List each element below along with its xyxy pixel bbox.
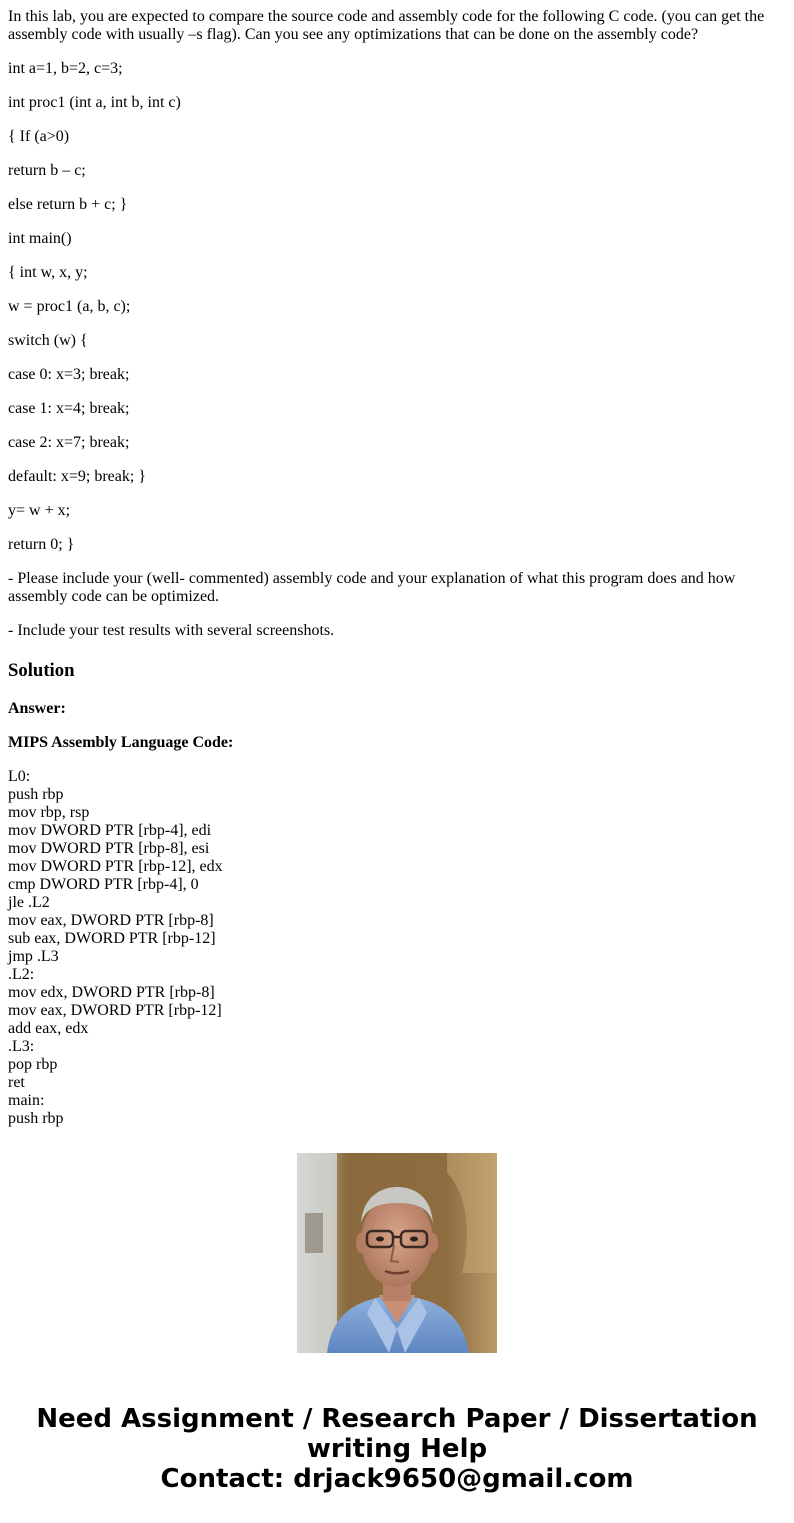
assembly-line: add eax, edx [8, 1020, 89, 1037]
assembly-line: mov DWORD PTR [rbp-12], edx [8, 858, 223, 875]
assembly-line: .L2: [8, 966, 35, 983]
assembly-line: mov eax, DWORD PTR [rbp-12] [8, 1002, 222, 1019]
promo-footer [0, 1404, 794, 1494]
code-line: { If (a>0) [8, 128, 70, 145]
assembly-line: jmp .L3 [8, 948, 59, 965]
assembly-code-label: MIPS Assembly Language Code: [8, 734, 234, 751]
code-line: int a=1, b=2, c=3; [8, 60, 123, 77]
code-line: int proc1 (int a, int b, int c) [8, 94, 181, 111]
author-photo-avatar [297, 1153, 497, 1353]
document-content [8, 8, 778, 1127]
code-line: case 1: x=4; break; [8, 400, 130, 417]
assembly-line: mov DWORD PTR [rbp-8], esi [8, 840, 210, 857]
assembly-line: cmp DWORD PTR [rbp-4], 0 [8, 876, 199, 893]
assembly-line: main: [8, 1092, 45, 1109]
code-line: { int w, x, y; [8, 264, 88, 281]
code-line: else return b + c; } [8, 196, 128, 213]
assembly-line: mov edx, DWORD PTR [rbp-8] [8, 984, 215, 1001]
assembly-line: L0: [8, 768, 31, 785]
assembly-line: mov eax, DWORD PTR [rbp-8] [8, 912, 214, 929]
code-line: return b – c; [8, 162, 86, 179]
assembly-line: mov rbp, rsp [8, 804, 90, 821]
assembly-line: ret [8, 1074, 25, 1091]
code-line: y= w + x; [8, 502, 71, 519]
footer-contact-line: Contact: drjack9650@gmail.com [160, 1464, 634, 1494]
code-line: default: x=9; break; } [8, 468, 146, 485]
code-line: return 0; } [8, 536, 75, 553]
instruction-screenshots: - Include your test results with several screenshots. [8, 622, 335, 639]
footer-line-2: writing Help [306, 1434, 488, 1464]
answer-label: Answer: [8, 700, 66, 717]
assembly-line: sub eax, DWORD PTR [rbp-12] [8, 930, 216, 947]
question-intro: In this lab, you are expected to compare the source code and assembly code for the following C code. (you can get the assembly code with usually –s flag). Can you see any optimizations that can be done on the assembly code? [8, 8, 765, 43]
instruction-commented-code: - Please include your (well- commented) assembly code and your explanation of what this program does and how assembly code can be optimized. [8, 570, 736, 605]
assembly-line: jle .L2 [8, 894, 50, 911]
assembly-line: pop rbp [8, 1056, 58, 1073]
solution-heading: Solution [8, 660, 75, 681]
code-line: int main() [8, 230, 72, 247]
footer-line-1: Need Assignment / Research Paper / Dissertation [36, 1404, 758, 1434]
code-line: w = proc1 (a, b, c); [8, 298, 131, 315]
assembly-line: mov DWORD PTR [rbp-4], edi [8, 822, 212, 839]
assembly-line: push rbp [8, 786, 64, 803]
code-line: switch (w) { [8, 332, 88, 349]
code-line: case 0: x=3; break; [8, 366, 130, 383]
assembly-line: push rbp [8, 1110, 64, 1127]
assembly-line: .L3: [8, 1038, 35, 1055]
code-line: case 2: x=7; break; [8, 434, 130, 451]
assembly-code-block [8, 768, 778, 1127]
